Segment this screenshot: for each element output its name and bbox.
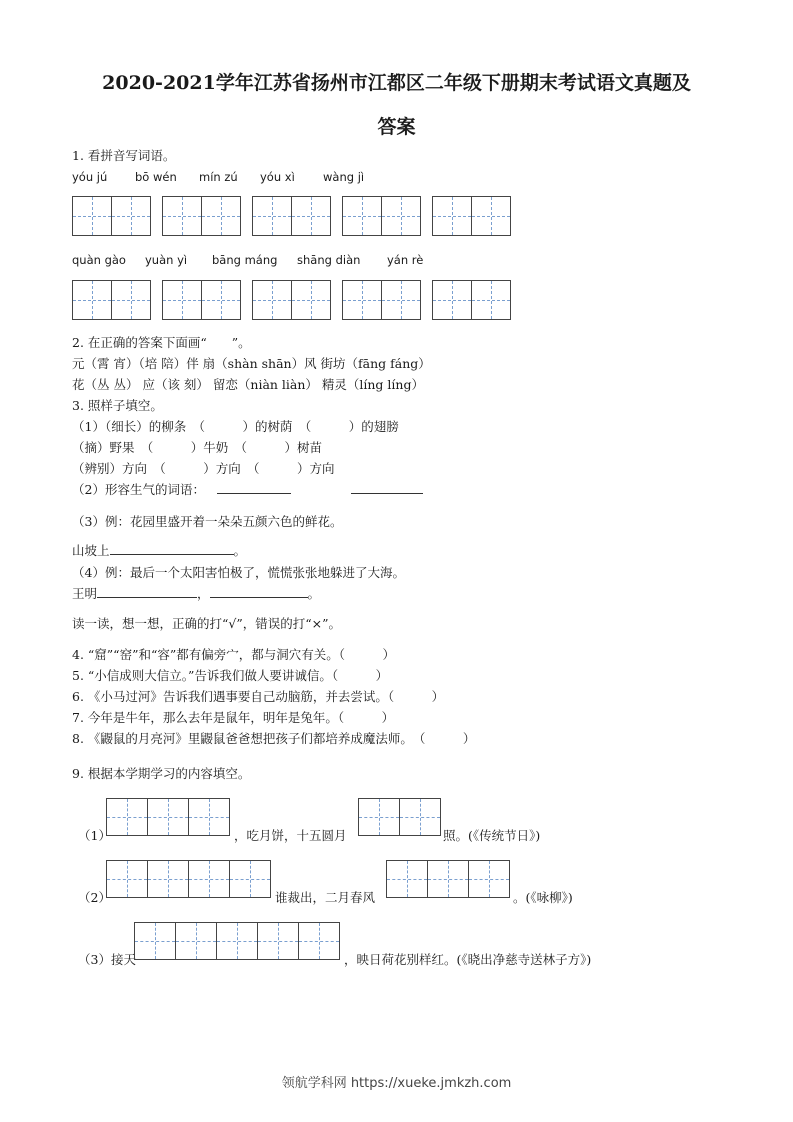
answer-grid-9-1b[interactable] bbox=[358, 798, 441, 836]
q3-sub3b-prefix: 山坡上 bbox=[72, 543, 110, 558]
answer-grid-9-3[interactable] bbox=[134, 922, 340, 960]
pinyin-1-3: mín zú bbox=[199, 170, 238, 184]
q2-line1: 元（霄 宵）（培 陪）伴 扇（shàn shān）风 街坊（fāng fáng） bbox=[72, 356, 431, 371]
answer-grid-2-4[interactable] bbox=[342, 280, 421, 320]
judge-item-8: 8. 《鼹鼠的月亮河》里鼹鼠爸爸想把孩子们都培养成魔法师。 （ ） bbox=[72, 731, 476, 746]
pinyin-2-1: quàn gào bbox=[72, 253, 126, 267]
q3-sub4b-suffix: 。 bbox=[307, 586, 321, 601]
judge-item-7: 7. 今年是牛年，那么去年是鼠年，明年是兔年。（ ） bbox=[72, 710, 395, 725]
blank-wangming-2[interactable] bbox=[210, 585, 308, 598]
judge-item-6: 6. 《小马过河》告诉我们遇事要自己动脑筋，并去尝试。（ ） bbox=[72, 689, 445, 704]
q3-sub2-text: （2）形容生气的词语： bbox=[72, 482, 205, 497]
page-title-line2: 答案 bbox=[377, 116, 416, 138]
pinyin-1-1: yóu jú bbox=[72, 170, 108, 184]
q3-sub1b: （摘）野果 （ ）牛奶 （ ）树苗 bbox=[72, 440, 323, 455]
q9-l3-prefix: （3）接天 bbox=[78, 952, 136, 967]
q3-sub4b-prefix: 王明 bbox=[72, 586, 98, 601]
pinyin-1-4: yóu xì bbox=[260, 170, 295, 184]
q3-sub4b bbox=[72, 584, 320, 602]
pinyin-1-2: bō wén bbox=[135, 170, 177, 184]
blank-wangming-1[interactable] bbox=[97, 585, 197, 598]
judge-intro: 读一读，想一想，正确的打“√”，错误的打“×”。 bbox=[72, 616, 342, 631]
q2-line2: 花（丛 丛） 应（该 刻） 留恋（niàn liàn） 精灵（líng líng） bbox=[72, 377, 424, 392]
answer-grid-1-3[interactable] bbox=[252, 196, 331, 236]
pinyin-2-2: yuàn yì bbox=[145, 253, 188, 267]
q3-sub4b-mid: ， bbox=[197, 586, 210, 601]
answer-grid-9-1a[interactable] bbox=[106, 798, 230, 836]
answer-grid-1-4[interactable] bbox=[342, 196, 421, 236]
q9-l3-suffix: ，映日荷花别样红。(《晓出净慈寺送林子方》) bbox=[344, 952, 592, 967]
q3-sub4: （4）例：最后一个太阳害怕极了，慌慌张张地躲进了大海。 bbox=[72, 565, 405, 580]
judge-item-4: 4. “窟”“窑”和“容”都有偏旁宀，都与洞穴有关。（ ） bbox=[72, 647, 395, 662]
q9-l1-middle: ，吃月饼，十五圆月 bbox=[234, 828, 347, 843]
q3-label: 3. 照样子填空。 bbox=[72, 398, 163, 413]
pinyin-2-3: bāng máng bbox=[212, 253, 278, 267]
q3-sub1c: （辨别）方向 （ ）方向 （ ）方向 bbox=[72, 461, 335, 476]
q2-label: 2. 在正确的答案下面画“ ”。 bbox=[72, 335, 251, 350]
blank-hillside[interactable] bbox=[110, 542, 234, 555]
answer-grid-1-2[interactable] bbox=[162, 196, 241, 236]
answer-grid-9-2a[interactable] bbox=[106, 860, 271, 898]
answer-grid-2-2[interactable] bbox=[162, 280, 241, 320]
q9-l2-prefix: （2） bbox=[78, 890, 111, 905]
q3-sub3b bbox=[72, 541, 246, 559]
q3-sub3b-suffix: 。 bbox=[233, 543, 247, 558]
q9-l1-prefix: （1） bbox=[78, 828, 111, 843]
q3-sub3: （3）例：花园里盛开着一朵朵五颜六色的鲜花。 bbox=[72, 514, 343, 529]
q3-sub1: （1）（细长）的柳条 （ ）的树荫 （ ）的翅膀 bbox=[72, 419, 399, 434]
page-title-line1: 2020-2021学年江苏省扬州市江都区二年级下册期末考试语文真题及 bbox=[102, 72, 691, 94]
q9-label: 9. 根据本学期学习的内容填空。 bbox=[72, 766, 251, 781]
pinyin-1-5: wàng jì bbox=[323, 170, 365, 184]
q9-l2-middle: 谁裁出，二月春风 bbox=[275, 890, 376, 905]
answer-grid-2-5[interactable] bbox=[432, 280, 511, 320]
judge-item-5: 5. “小信成则大信立。”告诉我们做人要讲诚信。（ ） bbox=[72, 668, 389, 683]
blank-angry-word-1[interactable] bbox=[217, 481, 291, 494]
q9-l1-suffix: 照。(《传统节日》) bbox=[443, 828, 541, 843]
answer-grid-1-5[interactable] bbox=[432, 196, 511, 236]
blank-angry-word-2[interactable] bbox=[351, 481, 423, 494]
answer-grid-9-2b[interactable] bbox=[386, 860, 510, 898]
answer-grid-2-3[interactable] bbox=[252, 280, 331, 320]
q3-sub2 bbox=[72, 480, 423, 498]
q1-label: 1. 看拼音写词语。 bbox=[72, 148, 176, 163]
pinyin-2-5: yán rè bbox=[387, 253, 424, 267]
answer-grid-1-1[interactable] bbox=[72, 196, 151, 236]
answer-grid-2-1[interactable] bbox=[72, 280, 151, 320]
pinyin-2-4: shāng diàn bbox=[297, 253, 361, 267]
footer-watermark: 领航学科网 https://xueke.jmkzh.com bbox=[281, 1076, 512, 1091]
q9-l2-suffix: 。(《咏柳》) bbox=[513, 890, 573, 905]
